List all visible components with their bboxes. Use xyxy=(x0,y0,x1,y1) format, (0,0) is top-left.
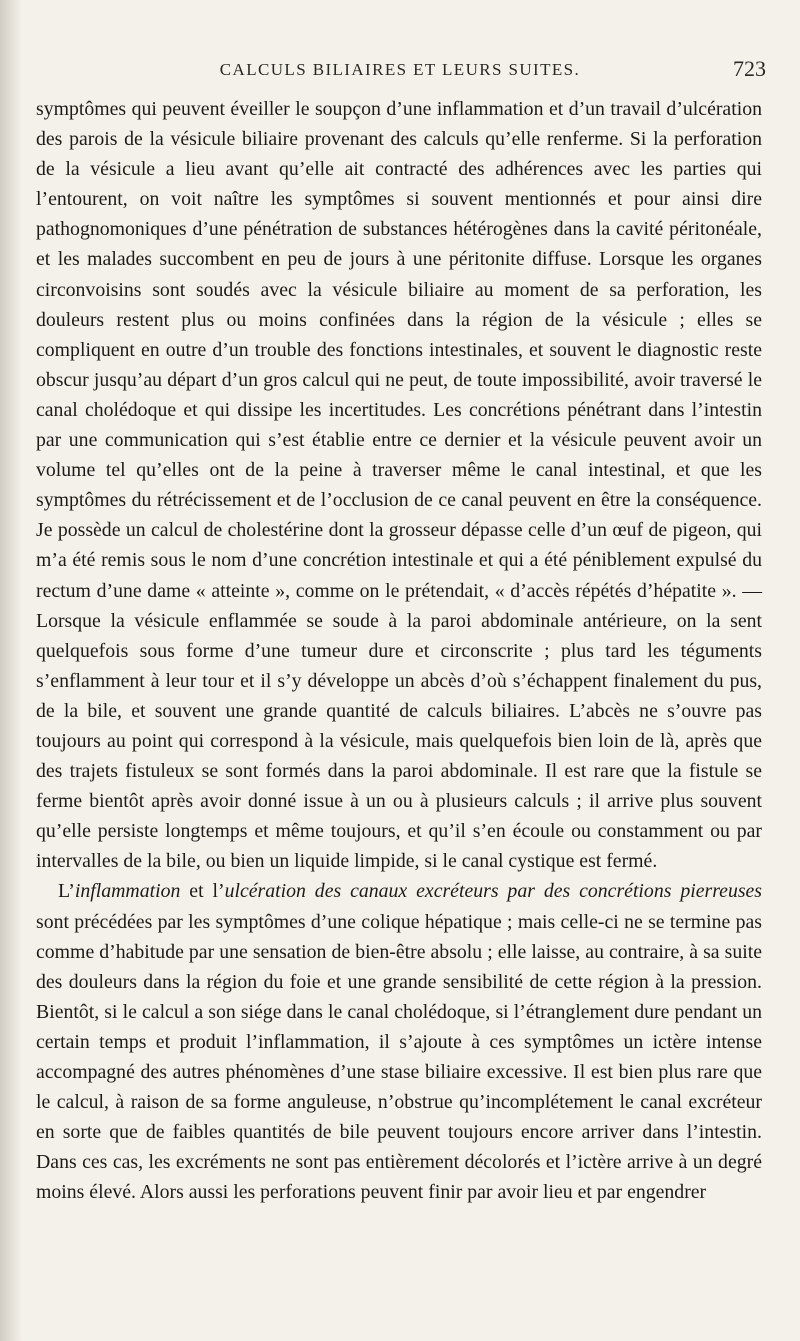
paragraph-2-italic-ulceration: ulcération des canaux excréteurs par des concrétions pierreuses xyxy=(224,880,763,903)
paragraph-2 xyxy=(36,876,762,1207)
page-number: 723 xyxy=(733,56,766,81)
paragraph-2-text: sont précédées par les symptômes d’une colique hépatique ; mais celle-ci ne se termine pas comme d’habitude par une sensation de bien-être absolu ; elle laisse, au contraire, à sa suite des douleurs dans la région du foie et une grande sensibilité de cette région à la pression. Bientôt, si le calcul a son siége dans le canal cholédoque, si l’étranglement dure pendant un certain temps et produit l’inflammation, il s’ajoute à ces symptômes un ictère intense accompagné des autres phénomènes d’une stase biliaire excessive. Il est bien plus rare que le calcul, à raison de sa forme anguleuse, n’obstrue qu’incomplétement le canal excréteur en sorte que de faibles quantités de bile peuvent toujours encore arriver dans l’intestin. Dans ces cas, les excréments ne sont pas entièrement décolorés et l’ictère arrive à un degré moins élevé. Alors aussi les perforations peuvent finir par avoir lieu et par engendrer xyxy=(36,910,762,1204)
page-header xyxy=(0,56,800,86)
paragraph-2-lead-2: et l’ xyxy=(180,880,225,903)
body-text xyxy=(36,94,762,1207)
paragraph-1-text: symptômes qui peuvent éveiller le soupçon d’une inflammation et d’un travail d’ulcération des parois de la vésicule biliaire provenant des calculs qu’elle renferme. Si la perforation de la vésicule a lieu avant qu’elle ait contracté des adhérences avec les parties qui l’entourent, on voit naître les symptômes si souvent mentionnés et pour ainsi dire pathognomoniques d’une pénétration de substances hétérogènes dans la cavité péritonéale, et les malades succombent en peu de jours à une péritonite diffuse. Lorsque les organes circonvoisins sont soudés avec la vésicule biliaire au moment de sa perforation, les douleurs restent plus ou moins confinées dans la région de la vésicule ; elles se compliquent en outre d’un trouble des fonctions intestinales, et souvent le diagnostic reste obscur jusqu’au départ d’un gros calcul qui ne peut, de toute impossibilité, avoir traversé le canal cholédoque et qui dissipe les incertitudes. Les concrétions pénétrant dans l’intestin par une communication qui s’est établie entre ce dernier et la vésicule peuvent avoir un volume tel qu’elles ont de la peine à traverser même le canal intestinal, et que les symptômes du rétrécissement et de l’occlusion de ce canal peuvent en être la conséquence. Je possède un calcul de cholestérine dont la grosseur dépasse celle d’un œuf de pigeon, qui m’a été remis sous le nom d’une concrétion intestinale et qui a été péniblement expulsé du rectum d’une dame « atteinte », comme on le prétendait, « d’accès répétés d’hépatite ». — Lorsque la vésicule enflammée se soude à la paroi abdominale antérieure, on la sent quelquefois sous forme d’une tumeur dure et circonscrite ; plus tard les téguments s’enflamment à leur tour et il s’y développe un abcès d’où s’échappent finalement du pus, de la bile, et souvent une grande quantité de calculs biliaires. L’abcès ne s’ouvre pas toujours au point qui correspond à la vésicule, mais quelquefois bien loin de là, après que des trajets fistuleux se sont formés dans la paroi abdominale. Il est rare que la fistule se ferme bientôt après avoir donné issue à un ou à plusieurs calculs ; il arrive plus souvent qu’elle persiste longtemps et même toujours, et qu’il s’en écoule ou constamment ou par intervalles de la bile, ou bien un liquide limpide, si le canal cystique est fermé. xyxy=(36,98,762,873)
binding-shadow xyxy=(0,0,22,1341)
paragraph-1 xyxy=(36,94,762,876)
running-title: CALCULS BILIAIRES ET LEURS SUITES. xyxy=(219,60,581,79)
paragraph-2-lead-1: L’ xyxy=(58,880,75,903)
paragraph-2-italic-inflammation: inflammation xyxy=(74,880,181,903)
